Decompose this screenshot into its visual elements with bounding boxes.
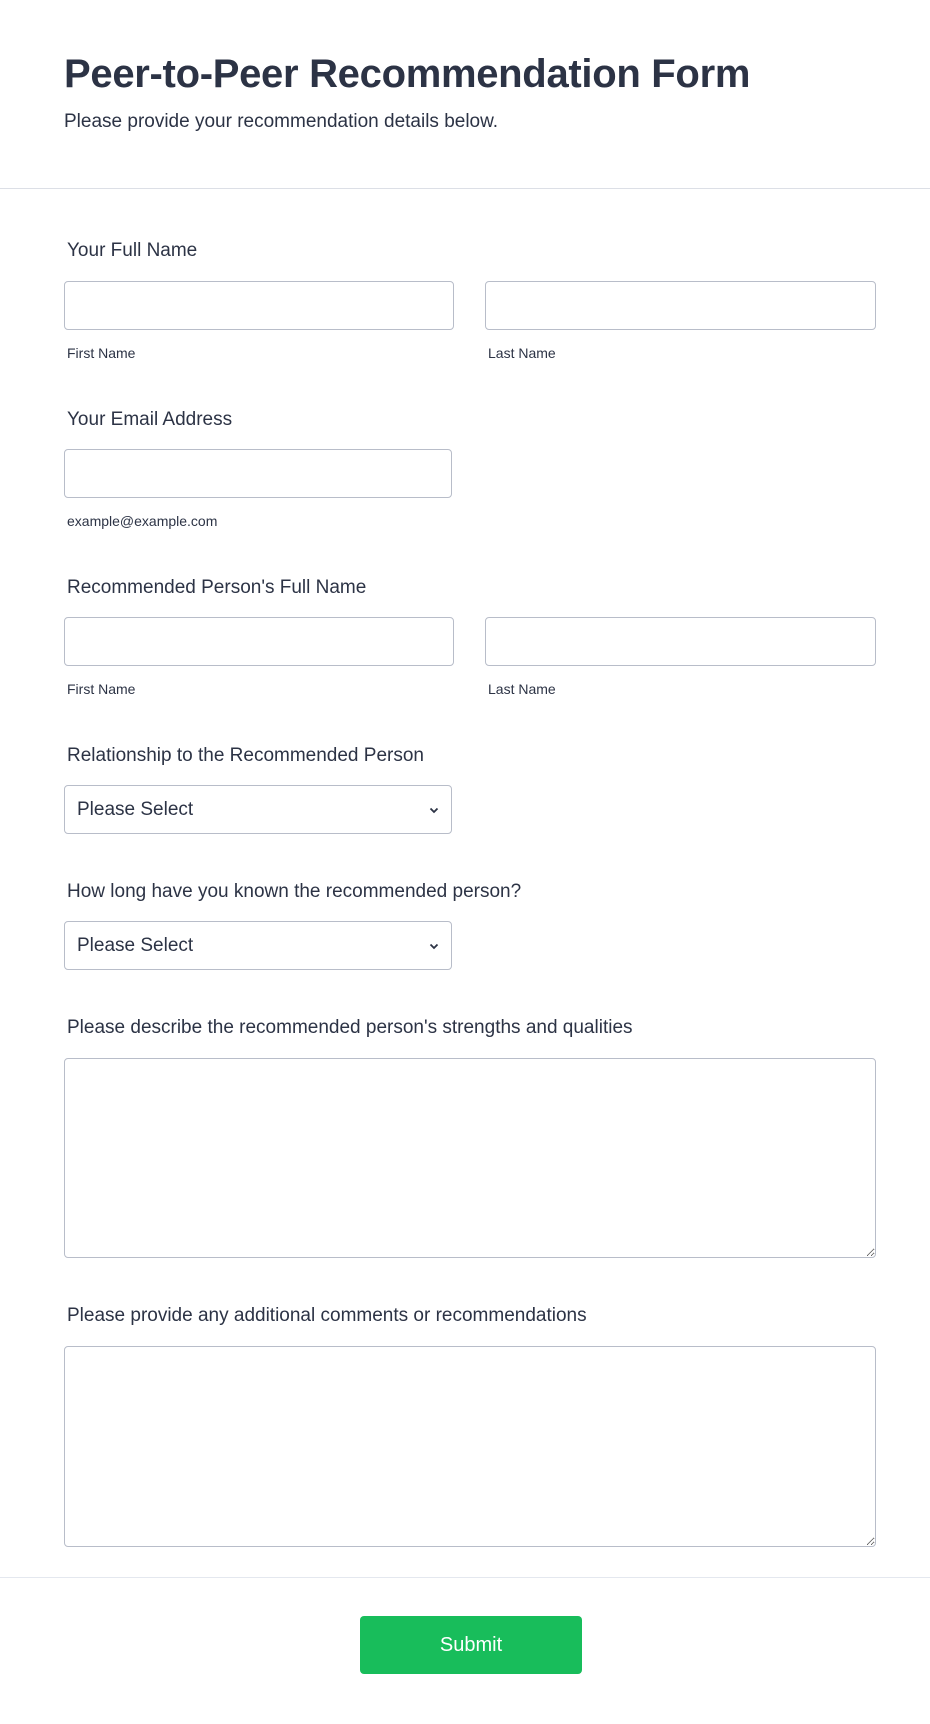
header-divider xyxy=(0,188,930,189)
strengths-textarea[interactable] xyxy=(64,1058,876,1258)
email-input[interactable] xyxy=(64,449,452,498)
chevron-down-icon xyxy=(429,805,439,815)
duration-select[interactable] xyxy=(64,921,452,970)
duration-label: How long have you known the recommended person? xyxy=(67,881,522,902)
strengths-label: Please describe the recommended person's strengths and qualities xyxy=(67,1017,633,1038)
relationship-select[interactable] xyxy=(64,785,452,834)
recommended-last-name-input[interactable] xyxy=(485,617,876,666)
page-title: Peer-to-Peer Recommendation Form xyxy=(64,52,751,96)
footer-divider xyxy=(0,1577,930,1578)
recommended-name-label: Recommended Person's Full Name xyxy=(67,577,367,598)
your-last-name-input[interactable] xyxy=(485,281,876,330)
page-subtitle: Please provide your recommendation details below. xyxy=(64,111,499,132)
submit-button[interactable]: Submit xyxy=(360,1616,582,1674)
recommended-last-name-sublabel: Last Name xyxy=(488,681,556,697)
comments-label: Please provide any additional comments or recommendations xyxy=(67,1305,587,1326)
recommended-first-name-input[interactable] xyxy=(64,617,454,666)
relationship-label: Relationship to the Recommended Person xyxy=(67,745,424,766)
your-first-name-input[interactable] xyxy=(64,281,454,330)
your-name-label: Your Full Name xyxy=(67,240,198,261)
chevron-down-icon xyxy=(429,941,439,951)
duration-selected-value: Please Select xyxy=(77,934,194,956)
your-last-name-sublabel: Last Name xyxy=(488,345,556,361)
recommended-first-name-sublabel: First Name xyxy=(67,681,136,697)
relationship-selected-value: Please Select xyxy=(77,798,194,820)
email-sublabel: example@example.com xyxy=(67,513,218,529)
your-first-name-sublabel: First Name xyxy=(67,345,136,361)
comments-textarea[interactable] xyxy=(64,1346,876,1547)
email-label: Your Email Address xyxy=(67,409,233,430)
